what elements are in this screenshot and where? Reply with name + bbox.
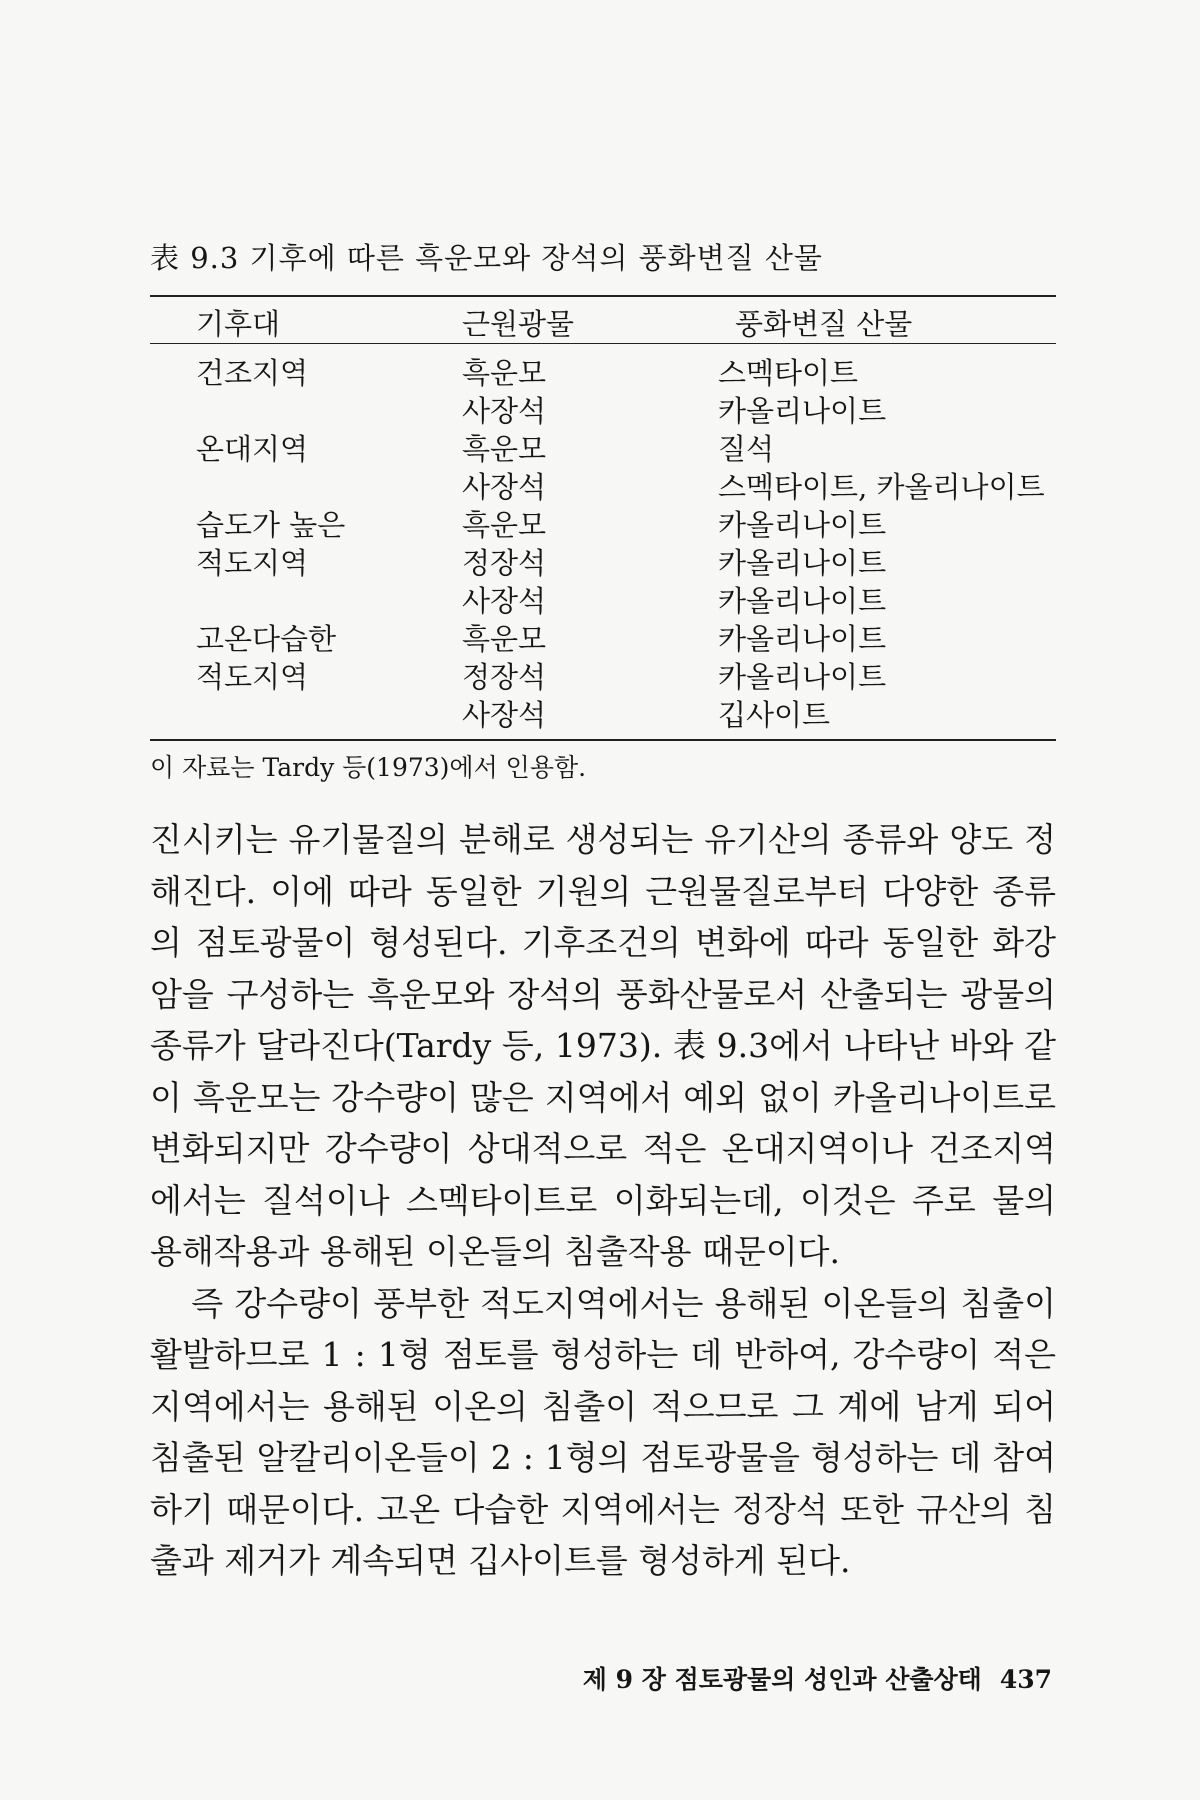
table-caption: 表 9.3 기후에 따른 흑운모와 장석의 풍화변질 산물 [150,241,823,275]
table-cell: 건조지역 [196,356,309,390]
table-cell: 사장석 [462,394,547,428]
table-cell: 적도지역 [196,660,309,694]
table-cell: 적도지역 [196,546,309,580]
running-chapter-title: 제 9 장 점토광물의 성인과 산출상태 [582,1665,982,1694]
table-cell: 정장석 [462,546,547,580]
table-header-rule [150,343,1056,344]
table-cell: 사장석 [462,698,547,732]
page-number: 437 [999,1665,1052,1694]
table-cell: 카올리나이트 [718,622,887,656]
table-cell: 카올리나이트 [718,660,887,694]
paragraph: 진시키는 유기물질의 분해로 생성되는 유기산의 종류와 양도 정해진다. 이에 따라 동일한 기원의 근원물질로부터 다양한 종류의 점토광물이 형성된다. 기후조건의 변화에 따라 동일한 화강암을 구성하는 흑운모와 장석의 풍화산물로서 산출되는 광물의 종류가 달라진다(Tardy 등, 1973). 表 9.3에서 나타난 바와 같이 흑운모는 강수량이 많은 지역에서 예외 없이 카올리나이트로 변화되지만 강수량이 상대적으로 적은 온대지역이나 건조지역에서는 질석이나 스멕타이트로 이화되는데, 이것은 주로 물의 용해작용과 용해된 이온들의 침출작용 때문이다. [150,820,1056,1271]
table-cell: 습도가 높은 [196,508,346,542]
table-cell: 카올리나이트 [718,584,887,618]
table-cell: 흑운모 [462,356,547,390]
table-cell: 흑운모 [462,432,547,466]
table-cell: 카올리나이트 [718,546,887,580]
table-cell: 사장석 [462,584,547,618]
table-cell: 흑운모 [462,508,547,542]
table-cell: 스멕타이트, 카올리나이트 [718,470,1045,504]
table-top-rule [150,295,1056,297]
page-footer [583,1660,1052,1696]
table-cell: 흑운모 [462,622,547,656]
table-header-source-mineral: 근원광물 [462,307,575,341]
body-text [150,814,1056,1587]
table-bottom-rule [150,739,1056,741]
table-cell: 질석 [718,432,775,466]
table-cell: 온대지역 [196,432,309,466]
paragraph: 즉 강수량이 풍부한 적도지역에서는 용해된 이온들의 침출이 활발하므로 1 : 1형 점토를 형성하는 데 반하여, 강수량이 적은 지역에서는 용해된 이온의 침출이 적으므로 그 계에 남게 되어 침출된 알칼리이온들이 2 : 1형의 점토광물을 형성하는 데 참여하기 때문이다. 고온 다습한 지역에서는 정장석 또한 규산의 침출과 제거가 계속되면 깁사이트를 형성하게 된다. [150,1283,1056,1580]
table-cell: 사장석 [462,470,547,504]
table-cell: 카올리나이트 [718,508,887,542]
table-cell: 고온다습한 [196,622,337,656]
table-header-climate: 기후대 [196,307,281,341]
table-header-weathering-product: 풍화변질 산물 [735,307,913,341]
table-cell: 카올리나이트 [718,394,887,428]
table-source-note: 이 자료는 Tardy 등(1973)에서 인용함. [150,753,587,782]
table-cell: 깁사이트 [718,698,831,732]
table-cell: 스멕타이트 [718,356,859,390]
table-cell: 정장석 [462,660,547,694]
